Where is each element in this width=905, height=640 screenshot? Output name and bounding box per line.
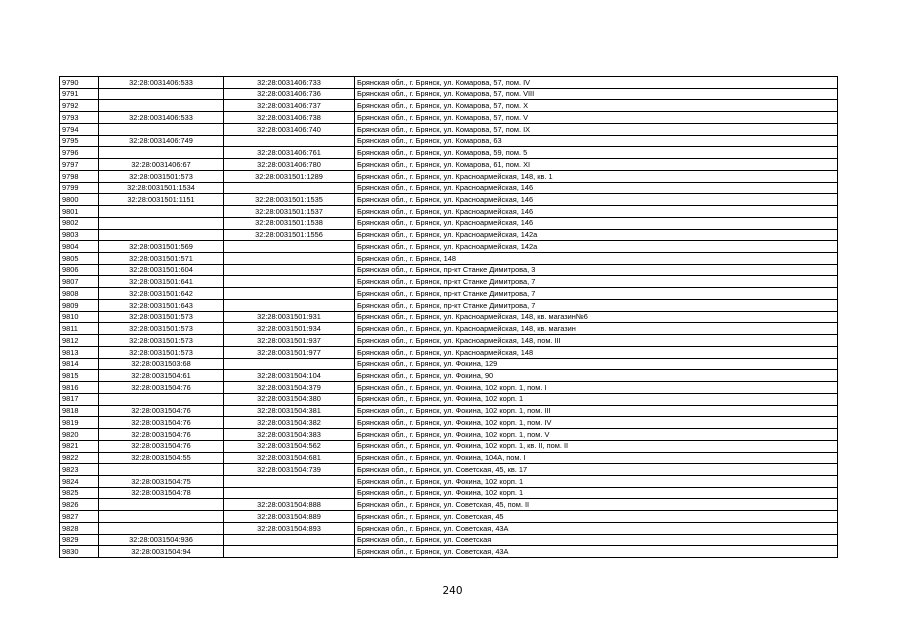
parcel-cadastral-number-cell: 32:28:0031504:94 — [99, 546, 224, 558]
object-cadastral-number-cell — [224, 475, 355, 487]
address-cell: Брянская обл., г. Брянск, пр-кт Станке Димитрова, 7 — [355, 276, 838, 288]
object-cadastral-number-cell: 32:28:0031406:737 — [224, 100, 355, 112]
table-row — [60, 417, 838, 429]
table-row — [60, 112, 838, 124]
address-cell: Брянская обл., г. Брянск, ул. Фокина, 90 — [355, 370, 838, 382]
object-cadastral-number-cell: 32:28:0031504:379 — [224, 382, 355, 394]
table-row — [60, 499, 838, 511]
row-number-cell: 9825 — [60, 487, 99, 499]
table-row — [60, 522, 838, 534]
object-cadastral-number-cell: 32:28:0031501:977 — [224, 346, 355, 358]
address-cell: Брянская обл., г. Брянск, ул. Красноармейская, 148, кв. 1 — [355, 170, 838, 182]
parcel-cadastral-number-cell — [99, 88, 224, 100]
object-cadastral-number-cell — [224, 534, 355, 546]
object-cadastral-number-cell — [224, 135, 355, 147]
row-number-cell: 9806 — [60, 264, 99, 276]
address-cell: Брянская обл., г. Брянск, ул. Красноармейская, 148 — [355, 346, 838, 358]
parcel-cadastral-number-cell: 32:28:0031501:643 — [99, 299, 224, 311]
table-row — [60, 264, 838, 276]
parcel-cadastral-number-cell: 32:28:0031504:75 — [99, 475, 224, 487]
object-cadastral-number-cell: 32:28:0031406:761 — [224, 147, 355, 159]
parcel-cadastral-number-cell: 32:28:0031501:573 — [99, 335, 224, 347]
row-number-cell: 9807 — [60, 276, 99, 288]
table-row — [60, 123, 838, 135]
table-row — [60, 147, 838, 159]
object-cadastral-number-cell: 32:28:0031501:937 — [224, 335, 355, 347]
address-cell: Брянская обл., г. Брянск, ул. Фокина, 102 корп. 1 — [355, 487, 838, 499]
table-row — [60, 534, 838, 546]
address-cell: Брянская обл., г. Брянск, ул. Комарова, 57, пом. VIII — [355, 88, 838, 100]
object-cadastral-number-cell: 32:28:0031501:1556 — [224, 229, 355, 241]
row-number-cell: 9800 — [60, 194, 99, 206]
table-row — [60, 546, 838, 558]
row-number-cell: 9801 — [60, 206, 99, 218]
object-cadastral-number-cell: 32:28:0031501:1538 — [224, 217, 355, 229]
table-row — [60, 88, 838, 100]
object-cadastral-number-cell: 32:28:0031504:889 — [224, 511, 355, 523]
object-cadastral-number-cell: 32:28:0031504:380 — [224, 393, 355, 405]
object-cadastral-number-cell — [224, 264, 355, 276]
row-number-cell: 9813 — [60, 346, 99, 358]
table-row — [60, 159, 838, 171]
parcel-cadastral-number-cell — [99, 217, 224, 229]
object-cadastral-number-cell: 32:28:0031501:1289 — [224, 170, 355, 182]
table-row — [60, 194, 838, 206]
address-cell: Брянская обл., г. Брянск, ул. Комарова, 63 — [355, 135, 838, 147]
table-row — [60, 288, 838, 300]
parcel-cadastral-number-cell: 32:28:0031501:1534 — [99, 182, 224, 194]
row-number-cell: 9791 — [60, 88, 99, 100]
parcel-cadastral-number-cell: 32:28:0031504:76 — [99, 382, 224, 394]
parcel-cadastral-number-cell — [99, 393, 224, 405]
row-number-cell: 9811 — [60, 323, 99, 335]
object-cadastral-number-cell: 32:28:0031501:1537 — [224, 206, 355, 218]
table-row — [60, 405, 838, 417]
row-number-cell: 9795 — [60, 135, 99, 147]
address-cell: Брянская обл., г. Брянск, ул. Комарова, 59, пом. 5 — [355, 147, 838, 159]
row-number-cell: 9829 — [60, 534, 99, 546]
address-cell: Брянская обл., г. Брянск, ул. Советская — [355, 534, 838, 546]
parcel-cadastral-number-cell: 32:28:0031501:569 — [99, 241, 224, 253]
table-row — [60, 335, 838, 347]
object-cadastral-number-cell: 32:28:0031504:382 — [224, 417, 355, 429]
object-cadastral-number-cell — [224, 358, 355, 370]
page-number: 240 — [442, 585, 463, 597]
row-number-cell: 9823 — [60, 464, 99, 476]
address-cell: Брянская обл., г. Брянск, ул. Фокина, 102 корп. 1, пом. III — [355, 405, 838, 417]
row-number-cell: 9818 — [60, 405, 99, 417]
row-number-cell: 9790 — [60, 77, 99, 89]
parcel-cadastral-number-cell: 32:28:0031504:76 — [99, 417, 224, 429]
object-cadastral-number-cell — [224, 182, 355, 194]
parcel-cadastral-number-cell: 32:28:0031501:573 — [99, 323, 224, 335]
table-row — [60, 475, 838, 487]
table-row — [60, 311, 838, 323]
row-number-cell: 9808 — [60, 288, 99, 300]
object-cadastral-number-cell — [224, 253, 355, 265]
parcel-cadastral-number-cell: 32:28:0031504:76 — [99, 405, 224, 417]
object-cadastral-number-cell: 32:28:0031406:780 — [224, 159, 355, 171]
address-cell: Брянская обл., г. Брянск, ул. Комарова, 57, пом. IV — [355, 77, 838, 89]
row-number-cell: 9798 — [60, 170, 99, 182]
table-row — [60, 452, 838, 464]
object-cadastral-number-cell: 32:28:0031501:1535 — [224, 194, 355, 206]
parcel-cadastral-number-cell — [99, 522, 224, 534]
parcel-cadastral-number-cell: 32:28:0031501:642 — [99, 288, 224, 300]
object-cadastral-number-cell: 32:28:0031406:736 — [224, 88, 355, 100]
parcel-cadastral-number-cell: 32:28:0031501:573 — [99, 346, 224, 358]
table-row — [60, 511, 838, 523]
address-cell: Брянская обл., г. Брянск, ул. Красноармейская, 148, пом. III — [355, 335, 838, 347]
object-cadastral-number-cell: 32:28:0031501:931 — [224, 311, 355, 323]
table-row — [60, 346, 838, 358]
table-row — [60, 382, 838, 394]
table-row — [60, 299, 838, 311]
row-number-cell: 9793 — [60, 112, 99, 124]
object-cadastral-number-cell: 32:28:0031504:893 — [224, 522, 355, 534]
table-body — [60, 77, 838, 558]
table-row — [60, 217, 838, 229]
address-cell: Брянская обл., г. Брянск, ул. Фокина, 102 корп. 1, пом. I — [355, 382, 838, 394]
address-cell: Брянская обл., г. Брянск, ул. Комарова, 61, пом. XI — [355, 159, 838, 171]
parcel-cadastral-number-cell: 32:28:0031406:533 — [99, 77, 224, 89]
row-number-cell: 9819 — [60, 417, 99, 429]
object-cadastral-number-cell: 32:28:0031504:888 — [224, 499, 355, 511]
row-number-cell: 9824 — [60, 475, 99, 487]
parcel-cadastral-number-cell: 32:28:0031504:78 — [99, 487, 224, 499]
row-number-cell: 9805 — [60, 253, 99, 265]
table-row — [60, 358, 838, 370]
address-cell: Брянская обл., г. Брянск, ул. Фокина, 102 корп. 1 — [355, 393, 838, 405]
row-number-cell: 9802 — [60, 217, 99, 229]
table-row — [60, 323, 838, 335]
object-cadastral-number-cell — [224, 241, 355, 253]
parcel-cadastral-number-cell — [99, 123, 224, 135]
address-cell: Брянская обл., г. Брянск, ул. Красноармейская, 148, кв. магазин — [355, 323, 838, 335]
object-cadastral-number-cell: 32:28:0031504:681 — [224, 452, 355, 464]
object-cadastral-number-cell: 32:28:0031406:733 — [224, 77, 355, 89]
address-cell: Брянская обл., г. Брянск, пр-кт Станке Димитрова, 3 — [355, 264, 838, 276]
object-cadastral-number-cell: 32:28:0031504:381 — [224, 405, 355, 417]
table-row — [60, 182, 838, 194]
address-cell: Брянская обл., г. Брянск, ул. Фокина, 129 — [355, 358, 838, 370]
address-cell: Брянская обл., г. Брянск, ул. Красноармейская, 142а — [355, 241, 838, 253]
object-cadastral-number-cell — [224, 288, 355, 300]
address-cell: Брянская обл., г. Брянск, ул. Красноармейская, 146 — [355, 194, 838, 206]
row-number-cell: 9820 — [60, 429, 99, 441]
parcel-cadastral-number-cell: 32:28:0031504:76 — [99, 429, 224, 441]
table-row — [60, 77, 838, 89]
table-row — [60, 206, 838, 218]
table-row — [60, 100, 838, 112]
parcel-cadastral-number-cell: 32:28:0031503:68 — [99, 358, 224, 370]
address-cell: Брянская обл., г. Брянск, ул. Фокина, 102 корп. 1, пом. V — [355, 429, 838, 441]
address-cell: Брянская обл., г. Брянск, ул. Комарова, 57, пом. X — [355, 100, 838, 112]
parcel-cadastral-number-cell — [99, 147, 224, 159]
parcel-cadastral-number-cell — [99, 499, 224, 511]
row-number-cell: 9822 — [60, 452, 99, 464]
parcel-cadastral-number-cell — [99, 100, 224, 112]
row-number-cell: 9830 — [60, 546, 99, 558]
row-number-cell: 9804 — [60, 241, 99, 253]
object-cadastral-number-cell: 32:28:0031504:562 — [224, 440, 355, 452]
address-cell: Брянская обл., г. Брянск, пр-кт Станке Димитрова, 7 — [355, 299, 838, 311]
parcel-cadastral-number-cell: 32:28:0031501:571 — [99, 253, 224, 265]
address-cell: Брянская обл., г. Брянск, ул. Фокина, 102 корп. 1, кв. II, пом. II — [355, 440, 838, 452]
object-cadastral-number-cell: 32:28:0031501:934 — [224, 323, 355, 335]
address-cell: Брянская обл., г. Брянск, ул. Фокина, 102 корп. 1, пом. IV — [355, 417, 838, 429]
table-row — [60, 370, 838, 382]
address-cell: Брянская обл., г. Брянск, ул. Фокина, 104А, пом. I — [355, 452, 838, 464]
address-cell: Брянская обл., г. Брянск, ул. Советская, 43А — [355, 546, 838, 558]
cadastral-register-table — [59, 76, 838, 558]
row-number-cell: 9809 — [60, 299, 99, 311]
object-cadastral-number-cell — [224, 299, 355, 311]
object-cadastral-number-cell: 32:28:0031406:738 — [224, 112, 355, 124]
parcel-cadastral-number-cell: 32:28:0031504:936 — [99, 534, 224, 546]
address-cell: Брянская обл., г. Брянск, ул. Советская, 45, пом. II — [355, 499, 838, 511]
table-row — [60, 229, 838, 241]
parcel-cadastral-number-cell — [99, 206, 224, 218]
table-row — [60, 135, 838, 147]
table-row — [60, 429, 838, 441]
object-cadastral-number-cell — [224, 276, 355, 288]
table-row — [60, 241, 838, 253]
row-number-cell: 9827 — [60, 511, 99, 523]
parcel-cadastral-number-cell: 32:28:0031501:604 — [99, 264, 224, 276]
row-number-cell: 9803 — [60, 229, 99, 241]
address-cell: Брянская обл., г. Брянск, ул. Фокина, 102 корп. 1 — [355, 475, 838, 487]
address-cell: Брянская обл., г. Брянск, ул. Красноармейская, 142а — [355, 229, 838, 241]
table-row — [60, 393, 838, 405]
parcel-cadastral-number-cell: 32:28:0031406:67 — [99, 159, 224, 171]
address-cell: Брянская обл., г. Брянск, ул. Красноармейская, 146 — [355, 206, 838, 218]
address-cell: Брянская обл., г. Брянск, пр-кт Станке Димитрова, 7 — [355, 288, 838, 300]
row-number-cell: 9816 — [60, 382, 99, 394]
row-number-cell: 9826 — [60, 499, 99, 511]
table-row — [60, 276, 838, 288]
address-cell: Брянская обл., г. Брянск, ул. Комарова, 57, пом. IX — [355, 123, 838, 135]
row-number-cell: 9812 — [60, 335, 99, 347]
parcel-cadastral-number-cell: 32:28:0031406:533 — [99, 112, 224, 124]
address-cell: Брянская обл., г. Брянск, ул. Красноармейская, 148, кв. магазин№6 — [355, 311, 838, 323]
address-cell: Брянская обл., г. Брянск, ул. Красноармейская, 146 — [355, 182, 838, 194]
address-cell: Брянская обл., г. Брянск, ул. Комарова, 57, пом. V — [355, 112, 838, 124]
object-cadastral-number-cell — [224, 546, 355, 558]
address-cell: Брянская обл., г. Брянск, ул. Советская, 45, кв. 17 — [355, 464, 838, 476]
object-cadastral-number-cell: 32:28:0031406:740 — [224, 123, 355, 135]
address-cell: Брянская обл., г. Брянск, ул. Красноармейская, 146 — [355, 217, 838, 229]
address-cell: Брянская обл., г. Брянск, ул. Советская, 43А — [355, 522, 838, 534]
parcel-cadastral-number-cell: 32:28:0031406:749 — [99, 135, 224, 147]
row-number-cell: 9794 — [60, 123, 99, 135]
table-row — [60, 487, 838, 499]
row-number-cell: 9797 — [60, 159, 99, 171]
parcel-cadastral-number-cell — [99, 229, 224, 241]
parcel-cadastral-number-cell: 32:28:0031504:61 — [99, 370, 224, 382]
address-cell: Брянская обл., г. Брянск, ул. Советская, 45 — [355, 511, 838, 523]
row-number-cell: 9828 — [60, 522, 99, 534]
row-number-cell: 9796 — [60, 147, 99, 159]
parcel-cadastral-number-cell — [99, 464, 224, 476]
row-number-cell: 9821 — [60, 440, 99, 452]
object-cadastral-number-cell: 32:28:0031504:383 — [224, 429, 355, 441]
object-cadastral-number-cell — [224, 487, 355, 499]
parcel-cadastral-number-cell: 32:28:0031501:573 — [99, 311, 224, 323]
parcel-cadastral-number-cell — [99, 511, 224, 523]
table-row — [60, 253, 838, 265]
row-number-cell: 9792 — [60, 100, 99, 112]
row-number-cell: 9814 — [60, 358, 99, 370]
table-row — [60, 464, 838, 476]
parcel-cadastral-number-cell: 32:28:0031504:55 — [99, 452, 224, 464]
row-number-cell: 9799 — [60, 182, 99, 194]
parcel-cadastral-number-cell: 32:28:0031501:1151 — [99, 194, 224, 206]
table-row — [60, 440, 838, 452]
parcel-cadastral-number-cell: 32:28:0031504:76 — [99, 440, 224, 452]
object-cadastral-number-cell: 32:28:0031504:104 — [224, 370, 355, 382]
address-cell: Брянская обл., г. Брянск, 148 — [355, 253, 838, 265]
table-row — [60, 170, 838, 182]
row-number-cell: 9815 — [60, 370, 99, 382]
row-number-cell: 9817 — [60, 393, 99, 405]
object-cadastral-number-cell: 32:28:0031504:739 — [224, 464, 355, 476]
row-number-cell: 9810 — [60, 311, 99, 323]
parcel-cadastral-number-cell: 32:28:0031501:641 — [99, 276, 224, 288]
parcel-cadastral-number-cell: 32:28:0031501:573 — [99, 170, 224, 182]
